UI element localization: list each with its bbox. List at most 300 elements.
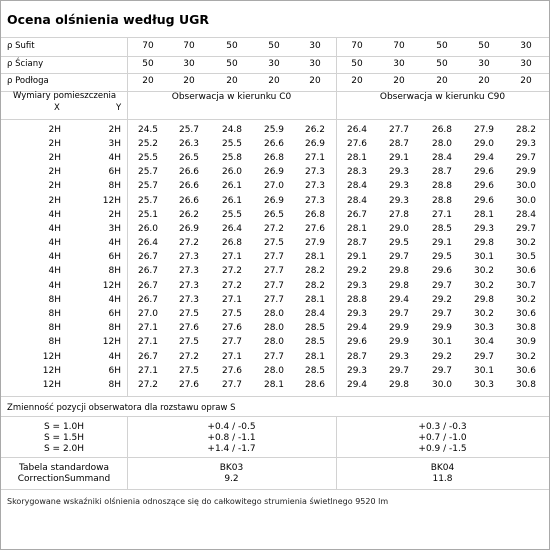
ugr-value: 30.3 [473, 380, 495, 391]
ugr-value: 30.1 [473, 252, 495, 263]
ugr-value: 26.9 [263, 167, 285, 178]
ugr-value: 29.7 [431, 366, 453, 377]
ugr-value: 29.9 [388, 337, 410, 348]
reflectance-value: 30 [183, 58, 195, 69]
reflectance-value: 20 [436, 76, 448, 86]
dimension-y: 2H [108, 210, 121, 220]
reflectance-value: 50 [226, 41, 238, 51]
divider [336, 416, 337, 457]
ugr-value: 27.2 [178, 352, 200, 362]
dimension-x: 2H [48, 181, 61, 192]
ugr-value: 28.0 [263, 323, 285, 334]
ugr-value: 28.4 [515, 210, 537, 220]
observation-c90-header: Obserwacja w kierunku C90 [379, 92, 506, 102]
ugr-value: 27.7 [388, 125, 410, 135]
ugr-value: 27.7 [263, 266, 285, 277]
divider [1, 489, 549, 490]
dimension-y: 12H [102, 280, 121, 291]
reflectance-value: 70 [351, 41, 363, 51]
ugr-value: 28.4 [431, 153, 453, 164]
ugr-value: 29.6 [473, 195, 495, 206]
ugr-value: 27.2 [178, 238, 200, 249]
ugr-value: 29.2 [431, 295, 453, 305]
ugr-value: 30.6 [515, 309, 537, 320]
ugr-value: 27.1 [221, 295, 243, 305]
ugr-value: 28.7 [388, 139, 410, 150]
ugr-value: 27.2 [221, 280, 243, 291]
ugr-value: 27.2 [221, 266, 243, 277]
divider [1, 56, 549, 57]
ugr-value: 27.3 [304, 181, 326, 192]
ugr-value: 28.2 [515, 125, 537, 135]
ugr-value: 29.4 [388, 295, 410, 305]
divider [1, 37, 549, 38]
x-label: X [54, 103, 60, 113]
dimension-x: 12H [42, 366, 61, 377]
reflectance-value: 30 [309, 41, 321, 51]
ugr-value: 30.6 [515, 266, 537, 277]
ugr-value: 28.3 [346, 167, 368, 178]
ugr-value: 26.7 [137, 280, 159, 291]
ugr-value: 27.1 [137, 366, 159, 377]
ugr-value: 30.2 [515, 238, 537, 249]
ugr-value: 26.9 [263, 195, 285, 206]
ugr-value: 29.8 [473, 295, 495, 305]
ugr-value: 30.8 [515, 380, 537, 391]
divider [336, 457, 337, 489]
ugr-value: 28.1 [304, 352, 326, 362]
ugr-value: 27.5 [221, 309, 243, 320]
reflectance-value: 50 [268, 41, 280, 51]
ugr-value: 27.5 [263, 238, 285, 249]
y-label: Y [116, 103, 122, 113]
reflectance-value: 50 [142, 58, 154, 69]
ugr-value: 30.1 [473, 366, 495, 377]
ugr-value: 27.7 [221, 380, 243, 391]
ugr-value: 27.9 [473, 125, 495, 135]
ugr-value: 25.5 [137, 153, 159, 164]
variation-c90: +0.9 / -1.5 [418, 444, 467, 454]
ugr-value: 29.6 [473, 181, 495, 192]
reflectance-value: 50 [478, 41, 490, 51]
ugr-value: 30.3 [473, 323, 495, 334]
reflectance-value: 20 [393, 76, 405, 86]
ugr-value: 28.0 [263, 309, 285, 320]
ugr-value: 28.1 [263, 380, 285, 391]
standard-table-label: Tabela standardowa [19, 463, 109, 473]
ugr-value: 28.1 [473, 210, 495, 220]
ugr-value: 26.8 [221, 238, 243, 249]
ugr-value: 27.3 [304, 167, 326, 178]
ugr-value: 27.1 [431, 210, 453, 220]
ugr-value: 30.7 [515, 280, 537, 291]
ugr-value: 28.0 [263, 366, 285, 377]
ugr-value: 27.6 [346, 139, 368, 150]
ugr-value: 28.0 [263, 337, 285, 348]
dimension-x: 2H [48, 153, 61, 164]
ugr-value: 25.7 [178, 125, 200, 135]
divider [1, 457, 549, 458]
ugr-value: 27.7 [263, 280, 285, 291]
ugr-value: 27.0 [263, 181, 285, 192]
ugr-value: 28.1 [304, 295, 326, 305]
ugr-value: 28.2 [304, 266, 326, 277]
dimension-y: 4H [108, 352, 121, 362]
variation-c90: +0.3 / -0.3 [418, 422, 467, 432]
divider [127, 119, 128, 396]
ugr-value: 27.2 [263, 224, 285, 235]
ugr-value: 27.3 [178, 252, 200, 263]
ugr-value: 29.7 [388, 309, 410, 320]
reflectance-value: 30 [309, 58, 321, 69]
ugr-value: 27.1 [137, 337, 159, 348]
ugr-value: 26.7 [137, 252, 159, 263]
ugr-value: 29.9 [515, 167, 537, 178]
reflectance-value: 20 [142, 76, 154, 86]
ugr-value: 28.4 [346, 195, 368, 206]
ugr-value: 25.7 [137, 181, 159, 192]
ugr-value: 27.1 [304, 153, 326, 164]
dimension-x: 4H [48, 224, 61, 235]
divider [127, 37, 128, 119]
dimension-x: 8H [48, 337, 61, 348]
ugr-value: 26.4 [346, 125, 368, 135]
ugr-value: 29.3 [388, 352, 410, 362]
spacing-label: S = 2.0H [43, 444, 85, 454]
ugr-value: 26.8 [263, 153, 285, 164]
ugr-value: 29.7 [388, 366, 410, 377]
ugr-value: 30.2 [473, 280, 495, 291]
variation-c90: +0.7 / -1.0 [418, 433, 467, 443]
ugr-value: 25.8 [221, 153, 243, 164]
divider [127, 416, 128, 457]
dimension-x: 12H [42, 380, 61, 391]
ugr-value: 29.3 [346, 366, 368, 377]
ugr-value: 28.7 [431, 167, 453, 178]
ugr-value: 28.5 [304, 366, 326, 377]
dimension-x: 4H [48, 252, 61, 263]
ugr-value: 29.6 [473, 167, 495, 178]
dimension-x: 2H [48, 167, 61, 178]
ugr-value: 27.1 [137, 323, 159, 334]
ugr-value: 28.1 [346, 224, 368, 235]
ugr-value: 27.5 [178, 366, 200, 377]
ugr-value: 30.8 [515, 323, 537, 334]
dimension-x: 2H [48, 139, 61, 150]
ugr-value: 27.3 [178, 295, 200, 305]
ugr-value: 29.3 [388, 167, 410, 178]
ugr-value: 29.9 [431, 323, 453, 334]
dimension-y: 4H [108, 295, 121, 305]
ugr-value: 27.7 [263, 252, 285, 263]
ugr-value: 30.6 [515, 366, 537, 377]
ugr-value: 28.0 [431, 139, 453, 150]
ugr-value: 29.7 [388, 252, 410, 263]
ugr-value: 29.4 [346, 380, 368, 391]
dimension-y: 8H [108, 266, 121, 277]
ugr-value: 25.7 [137, 167, 159, 178]
ugr-value: 25.7 [137, 195, 159, 206]
ugr-value: 26.7 [137, 266, 159, 277]
divider [336, 119, 337, 396]
ugr-value: 26.7 [137, 352, 159, 362]
ugr-value: 26.0 [137, 224, 159, 235]
reflectance-value: 20 [478, 76, 490, 86]
ugr-value: 27.0 [137, 309, 159, 320]
dimension-x: 4H [48, 210, 61, 220]
ugr-value: 25.5 [221, 139, 243, 150]
ugr-value: 27.6 [178, 323, 200, 334]
ugr-value: 29.2 [431, 352, 453, 362]
ugr-value: 27.2 [137, 380, 159, 391]
reflectance-value: 20 [351, 76, 363, 86]
ugr-value: 27.1 [221, 352, 243, 362]
standard-table-c0: BK03 [219, 463, 244, 473]
ugr-value: 30.9 [515, 337, 537, 348]
ugr-value: 26.7 [346, 210, 368, 220]
reflectance-value: 50 [351, 58, 363, 69]
ugr-value: 29.8 [473, 238, 495, 249]
variation-c0: +0.4 / -0.5 [207, 422, 256, 432]
variation-c0: +1.4 / -1.7 [207, 444, 256, 454]
ugr-value: 26.6 [178, 181, 200, 192]
ugr-value: 30.2 [515, 295, 537, 305]
ugr-value: 29.7 [473, 352, 495, 362]
ugr-value: 29.7 [431, 309, 453, 320]
dimension-y: 12H [102, 195, 121, 206]
ugr-value: 26.8 [431, 125, 453, 135]
dimension-x: 2H [48, 125, 61, 135]
ugr-value: 27.7 [263, 352, 285, 362]
dimension-x: 4H [48, 238, 61, 249]
reflectance-value: 20 [226, 76, 238, 86]
ugr-value: 30.0 [431, 380, 453, 391]
ugr-value: 28.8 [431, 181, 453, 192]
dimension-y: 6H [108, 167, 121, 178]
ugr-value: 29.6 [346, 337, 368, 348]
ugr-value: 30.2 [473, 309, 495, 320]
divider [127, 457, 128, 489]
reflectance-value: 70 [142, 41, 154, 51]
ugr-value: 29.8 [388, 280, 410, 291]
ugr-value: 28.1 [346, 153, 368, 164]
ugr-value: 26.3 [178, 139, 200, 150]
ugr-value: 29.3 [473, 224, 495, 235]
reflectance-value: 30 [520, 41, 532, 51]
ugr-value: 29.3 [515, 139, 537, 150]
reflectance-value: 50 [436, 58, 448, 69]
ugr-value: 24.8 [221, 125, 243, 135]
divider [336, 37, 337, 119]
variation-c0: +0.8 / -1.1 [207, 433, 256, 443]
dimension-y: 6H [108, 366, 121, 377]
ugr-value: 27.7 [221, 337, 243, 348]
ugr-value: 29.2 [346, 266, 368, 277]
divider [1, 396, 549, 397]
correction-summand-label: CorrectionSummand [17, 474, 111, 484]
ugr-value: 27.9 [304, 238, 326, 249]
dimension-x: 8H [48, 309, 61, 320]
ugr-value: 26.5 [263, 210, 285, 220]
ugr-value: 29.1 [346, 252, 368, 263]
reflectance-value: 20 [268, 76, 280, 86]
ugr-value: 26.9 [178, 224, 200, 235]
ugr-value: 29.7 [431, 280, 453, 291]
ugr-value: 26.2 [178, 210, 200, 220]
dimension-y: 8H [108, 323, 121, 334]
ugr-value: 28.5 [304, 323, 326, 334]
dimension-y: 6H [108, 252, 121, 263]
dimension-y: 4H [108, 153, 121, 164]
ugr-value: 30.5 [515, 252, 537, 263]
room-dimensions-label: Wymiary pomieszczenia [13, 91, 117, 101]
ugr-value: 26.1 [221, 181, 243, 192]
ugr-value: 28.4 [304, 309, 326, 320]
ugr-value: 28.8 [431, 195, 453, 206]
divider [1, 119, 549, 120]
correction-summand-c90: 11.8 [432, 474, 453, 484]
ugr-value: 29.1 [431, 238, 453, 249]
ugr-value: 30.1 [431, 337, 453, 348]
ugr-value: 26.9 [304, 139, 326, 150]
dimension-x: 4H [48, 280, 61, 291]
ugr-value: 29.3 [388, 181, 410, 192]
divider [1, 416, 549, 417]
ugr-value: 30.0 [515, 181, 537, 192]
ugr-value: 29.3 [388, 195, 410, 206]
page-title: Ocena olśnienia według UGR [7, 12, 209, 27]
divider [1, 73, 549, 74]
observation-c0-header: Obserwacja w kierunku C0 [171, 92, 292, 102]
ugr-value: 28.5 [304, 337, 326, 348]
ugr-value: 29.7 [515, 153, 537, 164]
ugr-value: 28.7 [346, 352, 368, 362]
dimension-y: 6H [108, 309, 121, 320]
ugr-value: 29.1 [388, 153, 410, 164]
dimension-x: 4H [48, 266, 61, 277]
ugr-value: 26.2 [304, 125, 326, 135]
reflectance-value: 70 [393, 41, 405, 51]
dimension-x: 2H [48, 195, 61, 206]
ugr-value: 27.6 [304, 224, 326, 235]
dimension-y: 4H [108, 238, 121, 249]
correction-summand-c0: 9.2 [224, 474, 239, 484]
ugr-value: 26.6 [178, 195, 200, 206]
ugr-value: 29.7 [515, 224, 537, 235]
ugr-value: 29.3 [346, 309, 368, 320]
ugr-value: 28.2 [304, 280, 326, 291]
ugr-value: 30.2 [515, 352, 537, 362]
ugr-value: 27.8 [388, 210, 410, 220]
ugr-value: 26.5 [178, 153, 200, 164]
ugr-value: 27.5 [178, 309, 200, 320]
ugr-value: 27.5 [178, 337, 200, 348]
ugr-value: 30.2 [473, 266, 495, 277]
ugr-value: 29.6 [431, 266, 453, 277]
reflectance-value: 20 [309, 76, 321, 86]
ugr-value: 29.0 [388, 224, 410, 235]
dimension-y: 8H [108, 380, 121, 391]
reflectance-value: 20 [183, 76, 195, 86]
ugr-value: 29.0 [473, 139, 495, 150]
ugr-value: 27.1 [221, 252, 243, 263]
ugr-value: 27.6 [221, 323, 243, 334]
reflectance-value: 30 [478, 58, 490, 69]
ugr-value: 27.3 [178, 280, 200, 291]
ugr-value: 25.9 [263, 125, 285, 135]
ugr-value: 26.6 [178, 167, 200, 178]
ugr-value: 29.8 [388, 266, 410, 277]
spacing-label: S = 1.0H [43, 422, 85, 432]
dimension-y: 8H [108, 181, 121, 192]
reflectance-value: 50 [436, 41, 448, 51]
ugr-value: 27.6 [221, 366, 243, 377]
spacing-label: S = 1.5H [43, 433, 85, 443]
dimension-x: 8H [48, 323, 61, 334]
ugr-value: 29.4 [346, 323, 368, 334]
ugr-value: 30.4 [473, 337, 495, 348]
standard-table-c90: BK04 [430, 463, 455, 473]
dimension-x: 8H [48, 295, 61, 305]
ugr-value: 25.2 [137, 139, 159, 150]
ugr-value: 30.0 [515, 195, 537, 206]
reflectance-value: 30 [268, 58, 280, 69]
ugr-value: 26.8 [304, 210, 326, 220]
ugr-value: 26.4 [221, 224, 243, 235]
reflectance-label: ρ Ściany [7, 58, 44, 69]
dimension-x: 12H [42, 352, 61, 362]
dimension-y: 3H [108, 139, 121, 150]
footnote: Skorygowane wskaźniki olśnienia odnoszące się do całkowitego strumienia świetlnego 9520 lm [7, 497, 389, 506]
ugr-value: 26.6 [263, 139, 285, 150]
ugr-value: 28.1 [304, 252, 326, 263]
ugr-value: 26.1 [221, 195, 243, 206]
ugr-value: 28.8 [346, 295, 368, 305]
ugr-value: 26.7 [137, 295, 159, 305]
ugr-value: 27.6 [178, 380, 200, 391]
ugr-value: 29.8 [388, 380, 410, 391]
ugr-value: 26.4 [137, 238, 159, 249]
reflectance-value: 70 [183, 41, 195, 51]
ugr-value: 28.4 [346, 181, 368, 192]
ugr-value: 25.1 [137, 210, 159, 220]
ugr-value: 27.3 [178, 266, 200, 277]
ugr-value: 29.5 [388, 238, 410, 249]
dimension-y: 2H [108, 125, 121, 135]
ugr-value: 27.3 [304, 195, 326, 206]
ugr-value: 29.5 [431, 252, 453, 263]
ugr-value: 29.4 [473, 153, 495, 164]
ugr-value: 24.5 [137, 125, 159, 135]
reflectance-value: 30 [393, 58, 405, 69]
ugr-value: 27.7 [263, 295, 285, 305]
ugr-value: 28.7 [346, 238, 368, 249]
reflectance-value: 20 [520, 76, 532, 86]
reflectance-label: ρ Sufit [7, 41, 35, 51]
ugr-value: 28.5 [431, 224, 453, 235]
ugr-value: 26.0 [221, 167, 243, 178]
ugr-value: 25.5 [221, 210, 243, 220]
observer-variation-label: Zmienność pozycji obserwatora dla rozstawu opraw S [7, 403, 236, 413]
reflectance-value: 30 [520, 58, 532, 69]
ugr-value: 29.3 [346, 280, 368, 291]
dimension-y: 3H [108, 224, 121, 235]
reflectance-value: 50 [226, 58, 238, 69]
ugr-value: 28.6 [304, 380, 326, 391]
ugr-value: 29.9 [388, 323, 410, 334]
dimension-y: 12H [102, 337, 121, 348]
reflectance-label: ρ Podłoga [7, 76, 49, 86]
